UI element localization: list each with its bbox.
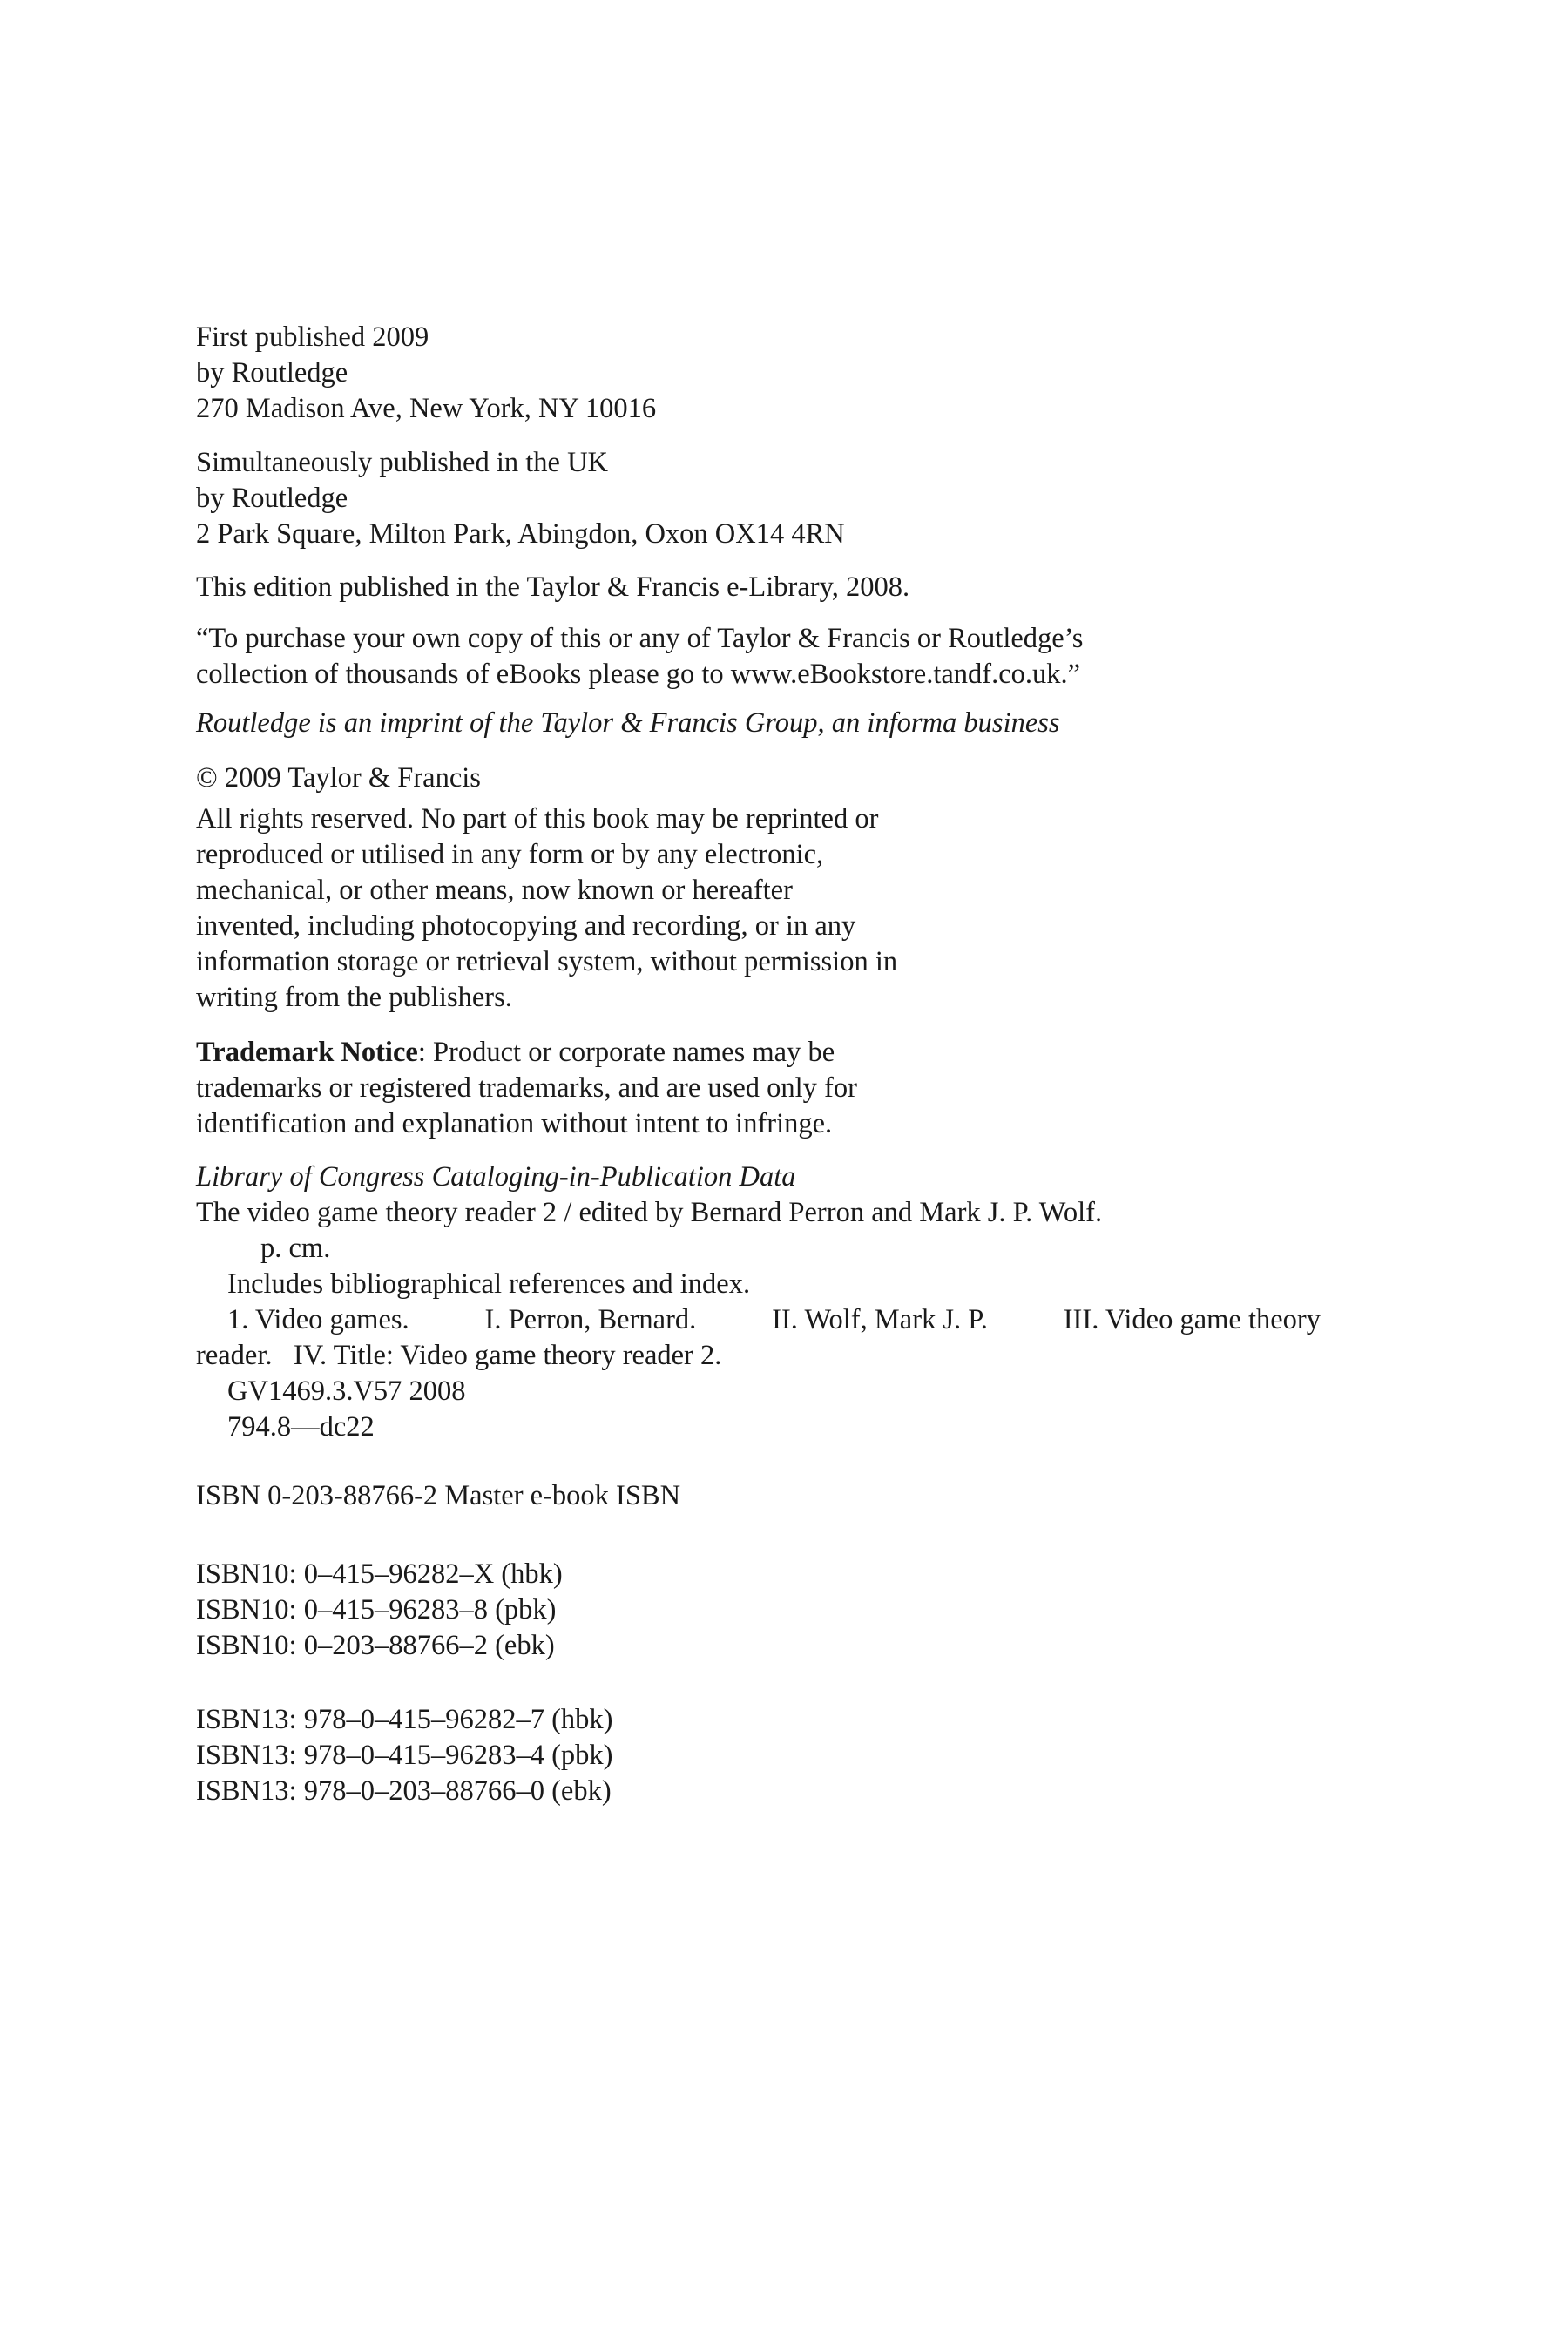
isbn13-list: [196, 1702, 612, 1809]
edition-note-text: This edition published in the Taylor & Francis e-Library, 2008.: [196, 571, 910, 603]
cip-pcm: p. cm.: [260, 1233, 331, 1264]
cip-subject: 1. Video games.: [227, 1304, 409, 1335]
cip-subject: I. Perron, Bernard.: [484, 1304, 697, 1335]
isbn10-item: ISBN10: 0–203–88766–2 (ebk): [196, 1630, 555, 1661]
rights-line: reproduced or utilised in any form or by any electronic,: [196, 839, 824, 870]
rights-line: All rights reserved. No part of this book may be reprinted or: [196, 803, 879, 835]
cip-title-line: The video game theory reader 2 / edited by Bernard Perron and Mark J. P. Wolf.: [196, 1197, 1103, 1228]
cip-dewey: 794.8—dc22: [227, 1411, 375, 1443]
cip-subject: III. Video game theory: [1063, 1304, 1321, 1335]
cip-subjects-continued: reader. IV. Title: Video game theory reader 2.: [196, 1340, 722, 1371]
rights-line: information storage or retrieval system, without permission in: [196, 946, 898, 977]
uk-publisher-address: 2 Park Square, Milton Park, Abingdon, Oxon OX14 4RN: [196, 518, 845, 550]
copyright-notice: [196, 760, 481, 796]
master-isbn-text: ISBN 0-203-88766-2 Master e-book ISBN: [196, 1480, 681, 1511]
trademark-line-1: [196, 1035, 857, 1071]
rights-line: mechanical, or other means, now known or hereafter: [196, 875, 793, 906]
trademark-text: : Product or corporate names may be: [417, 1037, 835, 1068]
uk-publisher-line: by Routledge: [196, 483, 348, 514]
cip-includes: Includes bibliographical references and index.: [227, 1268, 751, 1300]
rights-line: writing from the publishers.: [196, 982, 512, 1013]
imprint-note: [196, 706, 1060, 741]
uk-published-line: Simultaneously published in the UK: [196, 447, 609, 478]
master-isbn: [196, 1478, 680, 1514]
publisher-address: 270 Madison Ave, New York, NY 10016: [196, 393, 657, 424]
isbn13-item: ISBN13: 978–0–415–96282–7 (hbk): [196, 1704, 613, 1735]
isbn13-item: ISBN13: 978–0–415–96283–4 (pbk): [196, 1740, 613, 1771]
purchase-note-line-1: “To purchase your own copy of this or any of Taylor & Francis or Routledge’s: [196, 623, 1084, 654]
purchase-note: [196, 621, 1083, 693]
trademark-notice: [196, 1035, 857, 1142]
edition-note: [196, 570, 909, 605]
isbn10-item: ISBN10: 0–415–96282–X (hbk): [196, 1558, 563, 1590]
cip-subject: II. Wolf, Mark J. P.: [772, 1304, 988, 1335]
cip-heading: Library of Congress Cataloging-in-Publication Data: [196, 1161, 796, 1193]
imprint-note-text: Routledge is an imprint of the Taylor & Francis Group, an informa business: [196, 707, 1060, 739]
isbn13-item: ISBN13: 978–0–203–88766–0 (ebk): [196, 1775, 612, 1807]
cip-lc-class: GV1469.3.V57 2008: [227, 1375, 466, 1407]
first-published-line: First published 2009: [196, 321, 429, 353]
rights-statement: [196, 801, 897, 1016]
isbn10-list: [196, 1557, 563, 1664]
trademark-label: Trademark Notice: [196, 1037, 418, 1068]
trademark-line-3: identification and explanation without intent to infringe.: [196, 1108, 833, 1139]
copyright-text: © 2009 Taylor & Francis: [196, 762, 481, 794]
cip-subjects: [196, 1302, 1321, 1338]
cip-data: [196, 1159, 1321, 1445]
isbn10-item: ISBN10: 0–415–96283–8 (pbk): [196, 1594, 557, 1625]
trademark-line-2: trademarks or registered trademarks, and are used only for: [196, 1072, 857, 1104]
uk-publication-block: [196, 445, 845, 552]
first-published-block: [196, 320, 656, 427]
purchase-note-line-2: collection of thousands of eBooks please go to www.eBookstore.tandf.co.uk.”: [196, 659, 1081, 690]
rights-line: invented, including photocopying and recording, or in any: [196, 910, 856, 942]
publisher-line: by Routledge: [196, 357, 348, 389]
